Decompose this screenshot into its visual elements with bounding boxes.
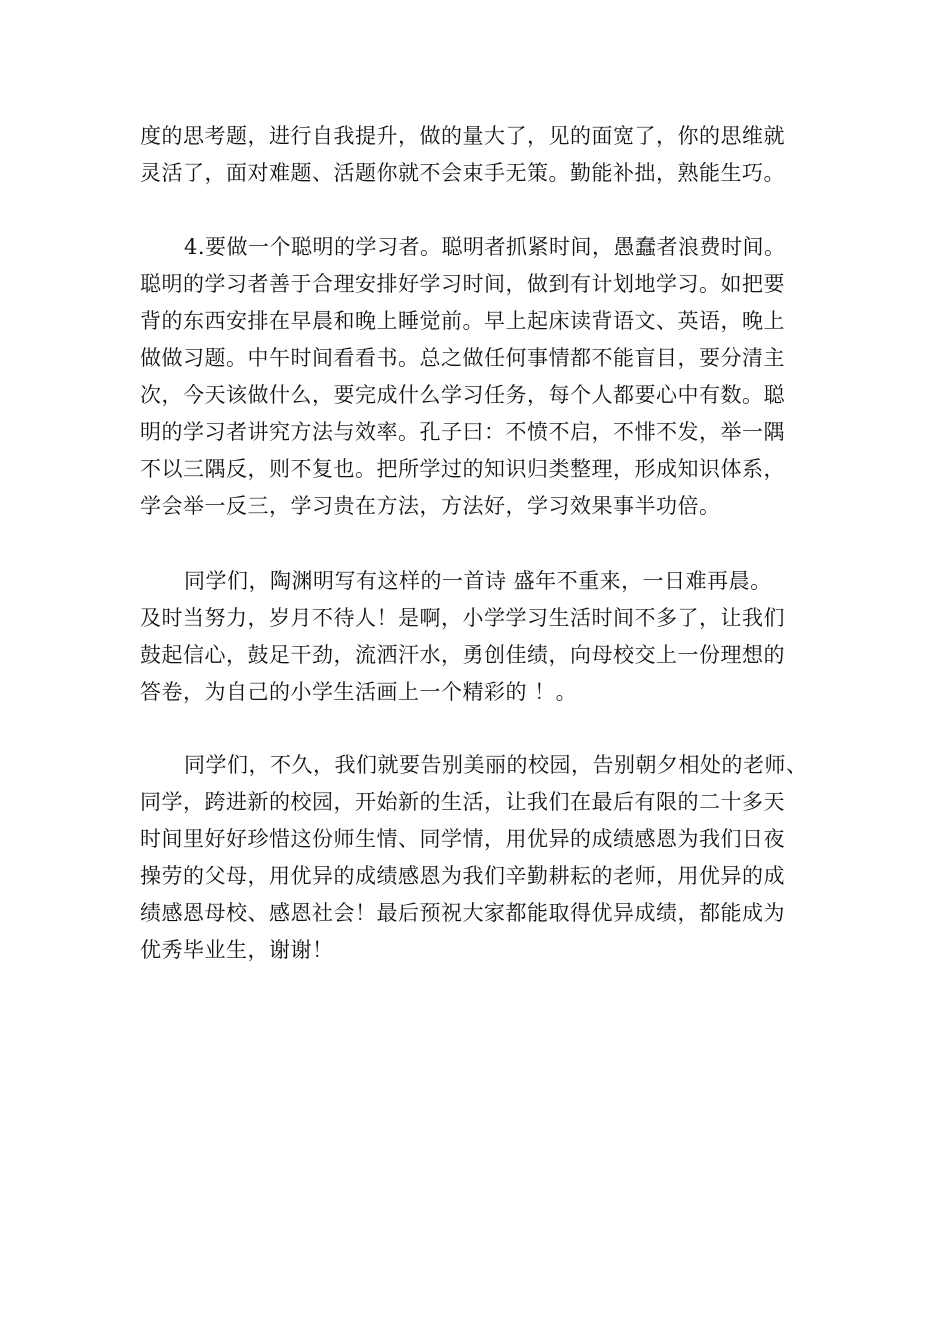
text-line: 优秀毕业生，谢谢！ [140,938,334,962]
text-line: 同学，跨进新的校园，开始新的生活，让我们在最后有限的二十多天 [140,790,785,814]
text-line: 时间里好好珍惜这份师生情、同学情，用优异的成绩感恩为我们日夜 [140,827,785,851]
text-line: 及时当努力，岁月不待人！是啊，小学学习生活时间不多了，让我们 [140,606,785,630]
text-line: 操劳的父母，用优异的成绩感恩为我们辛勤耕耘的老师，用优异的成 [140,864,785,888]
text-line: 次，今天该做什么，要完成什么学习任务，每个人都要心中有数。聪 [140,383,785,407]
text-line: 不以三隅反，则不复也。把所学过的知识归类整理，形成知识体系， [140,457,785,481]
text-line: 灵活了，面对难题、活题你就不会束手无策。勤能补拙，熟能生巧。 [140,161,785,185]
text-line: 绩感恩母校、感恩社会！最后预祝大家都能取得优异成绩，都能成为 [140,901,785,925]
text-line: 4.要做一个聪明的学习者。聪明者抓紧时间，愚蠢者浪费时间。 [184,235,786,259]
text-line: 度的思考题，进行自我提升，做的量大了，见的面宽了，你的思维就 [140,124,785,148]
text-line: 鼓起信心，鼓足干劲，流洒汗水，勇创佳绩，向母校交上一份理想的 [140,643,785,667]
text-line: 聪明的学习者善于合理安排好学习时间，做到有计划地学习。如把要 [140,272,785,296]
text-line: 学会举一反三，学习贵在方法，方法好，学习效果事半功倍。 [140,494,721,518]
paragraph-smart-learner [140,229,820,525]
text-line: 明的学习者讲究方法与效率。孔子曰：不愤不启，不悱不发，举一隅 [140,420,785,444]
text-line: 背的东西安排在早晨和晚上睡觉前。早上起床读背语文、英语，晚上 [140,309,785,333]
paragraph-thinking-practice [140,118,820,192]
text-line: 做做习题。中午时间看看书。总之做任何事情都不能盲目，要分清主 [140,346,785,370]
text-line: 同学们，不久，我们就要告别美丽的校园，告别朝夕相处的老师、 [184,753,808,777]
paragraph-poem-encouragement [140,563,820,711]
text-line: 同学们，陶渊明写有这样的一首诗 盛年不重来，一日难再晨。 [184,569,772,593]
paragraph-farewell [140,747,820,969]
text-line: 答卷，为自己的小学生活画上一个精彩的 ！。 [140,680,578,704]
